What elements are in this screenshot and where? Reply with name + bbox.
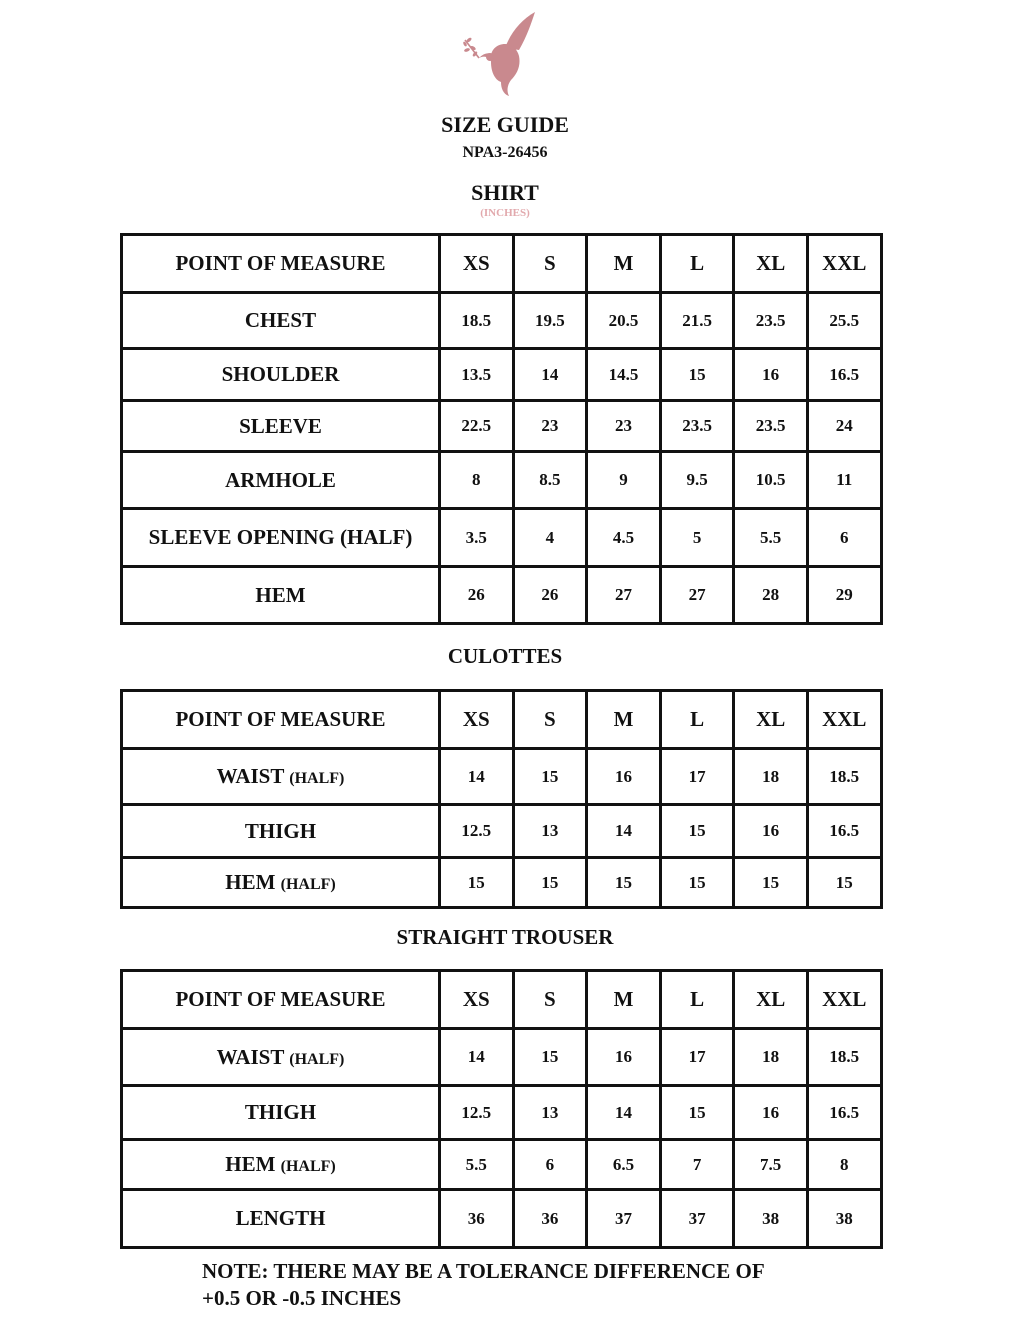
tolerance-note-line-1: NOTE: THERE MAY BE A TOLERANCE DIFFERENCE OF [202, 1259, 765, 1283]
size-value-cell: 5.5 [734, 509, 808, 567]
size-value-cell: 16 [734, 805, 808, 858]
size-value-cell: 15 [660, 858, 734, 908]
size-value-cell: 27 [660, 567, 734, 624]
column-header-size: XXL [807, 691, 881, 749]
measure-label: HEM [225, 1152, 276, 1176]
measure-label: HEM [225, 870, 276, 894]
size-value-cell: 6 [807, 509, 881, 567]
size-value-cell: 10.5 [734, 452, 808, 509]
size-value-cell: 18.5 [807, 1029, 881, 1086]
column-header-size: XS [440, 691, 514, 749]
size-value-cell: 38 [807, 1190, 881, 1248]
measure-name-cell [122, 858, 440, 908]
size-value-cell: 17 [660, 1029, 734, 1086]
size-value-cell: 24 [807, 401, 881, 452]
column-header-point-of-measure: POINT OF MEASURE [122, 691, 440, 749]
size-value-cell: 7 [660, 1140, 734, 1190]
size-value-cell: 36 [513, 1190, 587, 1248]
table-row [122, 1029, 882, 1086]
shirt-section-title: SHIRT [471, 180, 539, 205]
column-header-size: M [587, 235, 661, 293]
measure-label: SLEEVE OPENING (HALF) [148, 525, 413, 549]
size-value-cell: 28 [734, 567, 808, 624]
size-value-cell: 37 [660, 1190, 734, 1248]
tolerance-note [202, 1258, 902, 1312]
product-code: NPA3-26456 [462, 144, 548, 161]
size-value-cell: 37 [587, 1190, 661, 1248]
size-value-cell: 36 [440, 1190, 514, 1248]
table-row [122, 1190, 882, 1248]
size-value-cell: 9 [587, 452, 661, 509]
column-header-size: XXL [807, 235, 881, 293]
measure-label: ARMHOLE [225, 467, 336, 492]
table-row [122, 1086, 882, 1140]
shirt-size-table [120, 233, 883, 625]
size-value-cell: 38 [734, 1190, 808, 1248]
size-value-cell: 8 [440, 452, 514, 509]
size-value-cell: 11 [807, 452, 881, 509]
size-value-cell: 15 [440, 858, 514, 908]
size-value-cell: 14 [587, 1086, 661, 1140]
measure-name-cell [122, 452, 440, 509]
measure-label: WAIST [216, 764, 284, 788]
column-header-size: M [587, 691, 661, 749]
size-value-cell: 17 [660, 749, 734, 805]
size-value-cell: 15 [807, 858, 881, 908]
column-header-point-of-measure: POINT OF MEASURE [122, 235, 440, 293]
dove-logo-icon [461, 10, 541, 98]
column-header-size: M [587, 971, 661, 1029]
measure-label: CHEST [244, 308, 317, 332]
measure-name-cell [122, 293, 440, 349]
size-value-cell: 20.5 [587, 293, 661, 349]
size-value-cell: 16.5 [807, 805, 881, 858]
trouser-size-table [120, 969, 883, 1249]
measure-label: WAIST [216, 1044, 284, 1069]
size-value-cell: 14.5 [587, 349, 661, 401]
size-value-cell: 23 [587, 401, 661, 452]
size-value-cell: 15 [660, 349, 734, 401]
size-value-cell: 13 [513, 805, 587, 858]
size-value-cell: 16 [734, 1086, 808, 1140]
column-header-size: XS [440, 971, 514, 1029]
size-value-cell: 14 [440, 1029, 514, 1086]
size-value-cell: 4.5 [587, 509, 661, 567]
measure-name-cell [122, 567, 440, 624]
size-value-cell: 13.5 [440, 349, 514, 401]
size-value-cell: 18 [734, 749, 808, 805]
measure-label: LENGTH [235, 1206, 326, 1230]
size-value-cell: 16 [587, 749, 661, 805]
table-row [122, 349, 882, 401]
size-value-cell: 9.5 [660, 452, 734, 509]
measure-suffix: (HALF) [289, 1050, 345, 1068]
size-value-cell: 15 [660, 1086, 734, 1140]
size-value-cell: 23.5 [734, 293, 808, 349]
column-header-size: XL [734, 691, 808, 749]
size-value-cell: 18.5 [440, 293, 514, 349]
size-value-cell: 15 [734, 858, 808, 908]
size-value-cell: 5 [660, 509, 734, 567]
size-value-cell: 19.5 [513, 293, 587, 349]
column-header-size: S [513, 691, 587, 749]
table-row [122, 858, 882, 908]
measure-name-cell [122, 509, 440, 567]
measure-label: HEM [255, 582, 306, 607]
measure-label: SHOULDER [221, 362, 340, 386]
size-value-cell: 23 [513, 401, 587, 452]
size-value-cell: 16 [587, 1029, 661, 1086]
size-value-cell: 12.5 [440, 1086, 514, 1140]
column-header-size: S [513, 235, 587, 293]
measure-label: SLEEVE [239, 413, 322, 438]
table-row [122, 805, 882, 858]
measure-suffix: (HALF) [280, 1158, 336, 1175]
column-header-size: XL [734, 235, 808, 293]
size-value-cell: 4 [513, 509, 587, 567]
size-value-cell: 21.5 [660, 293, 734, 349]
size-value-cell: 15 [587, 858, 661, 908]
column-header-size: L [660, 235, 734, 293]
size-value-cell: 23.5 [660, 401, 734, 452]
size-value-cell: 16.5 [807, 1086, 881, 1140]
size-value-cell: 7.5 [734, 1140, 808, 1190]
tolerance-note-line-2: +0.5 OR -0.5 INCHES [202, 1286, 402, 1310]
table-row [122, 452, 882, 509]
measure-suffix: (HALF) [289, 770, 345, 787]
size-value-cell: 29 [807, 567, 881, 624]
size-value-cell: 18 [734, 1029, 808, 1086]
trouser-section-title: STRAIGHT TROUSER [396, 925, 614, 949]
table-row [122, 401, 882, 452]
size-value-cell: 26 [440, 567, 514, 624]
table-row [122, 293, 882, 349]
table-header-row [122, 691, 882, 749]
size-value-cell: 25.5 [807, 293, 881, 349]
size-value-cell: 14 [587, 805, 661, 858]
size-value-cell: 6 [513, 1140, 587, 1190]
measure-name-cell [122, 805, 440, 858]
size-value-cell: 16 [734, 349, 808, 401]
measure-label: THIGH [244, 1100, 317, 1124]
units-label: (INCHES) [480, 207, 530, 219]
size-value-cell: 8 [807, 1140, 881, 1190]
page-title: SIZE GUIDE [441, 112, 569, 137]
table-header-row [122, 971, 882, 1029]
size-value-cell: 15 [513, 749, 587, 805]
column-header-size: XS [440, 235, 514, 293]
size-value-cell: 6.5 [587, 1140, 661, 1190]
size-value-cell: 23.5 [734, 401, 808, 452]
size-value-cell: 27 [587, 567, 661, 624]
size-value-cell: 26 [513, 567, 587, 624]
column-header-point-of-measure: POINT OF MEASURE [122, 971, 440, 1029]
culottes-section-title: CULOTTES [447, 644, 563, 668]
measure-name-cell [122, 1029, 440, 1086]
table-row [122, 749, 882, 805]
column-header-size: S [513, 971, 587, 1029]
measure-name-cell [122, 749, 440, 805]
table-row [122, 509, 882, 567]
measure-name-cell [122, 1190, 440, 1248]
size-value-cell: 15 [513, 858, 587, 908]
size-value-cell: 8.5 [513, 452, 587, 509]
size-value-cell: 22.5 [440, 401, 514, 452]
size-value-cell: 12.5 [440, 805, 514, 858]
table-row [122, 567, 882, 624]
size-value-cell: 5.5 [440, 1140, 514, 1190]
measure-name-cell [122, 1140, 440, 1190]
table-row [122, 1140, 882, 1190]
column-header-size: XXL [807, 971, 881, 1029]
column-header-size: L [660, 971, 734, 1029]
size-value-cell: 14 [440, 749, 514, 805]
size-value-cell: 15 [660, 805, 734, 858]
size-value-cell: 13 [513, 1086, 587, 1140]
column-header-size: XL [734, 971, 808, 1029]
size-value-cell: 16.5 [807, 349, 881, 401]
measure-name-cell [122, 349, 440, 401]
measure-name-cell [122, 401, 440, 452]
culottes-size-table [120, 689, 883, 909]
size-value-cell: 15 [513, 1029, 587, 1086]
measure-suffix: (HALF) [280, 876, 336, 893]
size-value-cell: 18.5 [807, 749, 881, 805]
table-header-row [122, 235, 882, 293]
column-header-size: L [660, 691, 734, 749]
size-value-cell: 14 [513, 349, 587, 401]
measure-label: THIGH [244, 818, 317, 843]
measure-name-cell [122, 1086, 440, 1140]
size-value-cell: 3.5 [440, 509, 514, 567]
